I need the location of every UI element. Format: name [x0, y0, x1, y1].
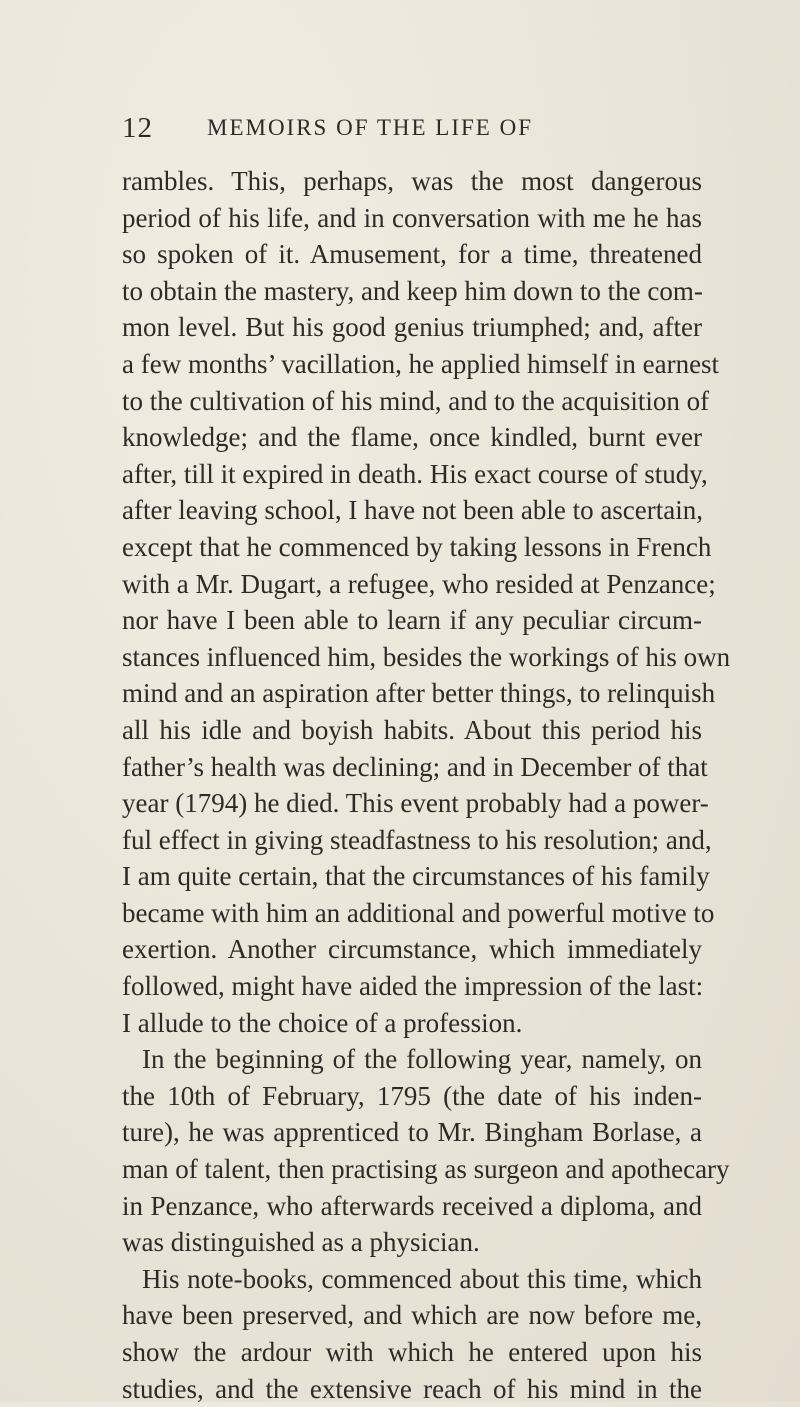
text-line: to obtain the mastery, and keep him down to the com- — [122, 275, 703, 306]
text-line: stances influenced him, besides the workings of his own — [122, 641, 731, 672]
running-title: MEMOIRS OF THE LIFE OF — [207, 115, 533, 140]
text-line: knowledge; and the flame, once kindled, burnt ever — [122, 422, 702, 453]
text-line: after leaving school, I have not been able to ascertain, — [122, 495, 704, 526]
text-line: all his idle and boyish habits. About this period his — [122, 714, 702, 745]
text-line: in Penzance, who afterwards received a diploma, and — [122, 1190, 702, 1221]
text-line: man of talent, then practising as surgeon and apothecary — [122, 1154, 730, 1185]
text-line: year (1794) he died. This event probably had a power- — [122, 788, 709, 819]
text-line: mind and an aspiration after better things, to relinquish — [122, 678, 716, 709]
text-line: exertion. Another circumstance, which immediately — [122, 934, 702, 965]
running-head — [122, 112, 702, 152]
text-line: father’s health was declining; and in December of that — [122, 751, 708, 782]
text-line: followed, might have aided the impression of the last: — [122, 971, 704, 1002]
text-line: In the beginning of the following year, namely, on — [142, 1044, 702, 1075]
text-line: ture), he was apprenticed to Mr. Bingham Borlase, a — [122, 1117, 702, 1148]
text-line: became with him an additional and powerful motive to — [122, 897, 715, 928]
body-text — [122, 163, 731, 1407]
text-line: after, till it expired in death. His exact course of study, — [122, 458, 708, 489]
text-line: with a Mr. Dugart, a refugee, who resided at Penzance; — [122, 568, 716, 599]
text-line: to the cultivation of his mind, and to the acquisition of — [122, 385, 710, 416]
text-line: except that he commenced by taking lessons in French — [122, 531, 712, 562]
text-line: His note-books, commenced about this time, which — [142, 1263, 702, 1294]
text-line: I allude to the choice of a profession. — [122, 1007, 523, 1038]
text-line: rambles. This, perhaps, was the most dangerous — [122, 166, 702, 196]
page-number: 12 — [122, 112, 153, 144]
text-line: was distinguished as a physician. — [122, 1227, 480, 1258]
text-line: I am quite certain, that the circumstances of his family — [122, 861, 710, 892]
text-line: studies, and the extensive reach of his mind in the — [122, 1373, 702, 1404]
text-line: so spoken of it. Amusement, for a time, threatened — [122, 239, 702, 270]
text-line: the 10th of February, 1795 (the date of his inden- — [122, 1080, 702, 1111]
text-line: nor have I been able to learn if any peculiar circum- — [122, 605, 702, 636]
text-line: period of his life, and in conversation with me he has — [122, 202, 702, 233]
text-line: have been preserved, and which are now before me, — [122, 1300, 702, 1331]
text-line: mon level. But his good genius triumphed; and, after — [122, 312, 702, 343]
text-line: a few months’ vacillation, he applied himself in earnest — [122, 348, 720, 379]
text-line: show the ardour with which he entered upon his — [122, 1337, 702, 1367]
text-line: ful effect in giving steadfastness to his resolution; and, — [122, 824, 712, 855]
